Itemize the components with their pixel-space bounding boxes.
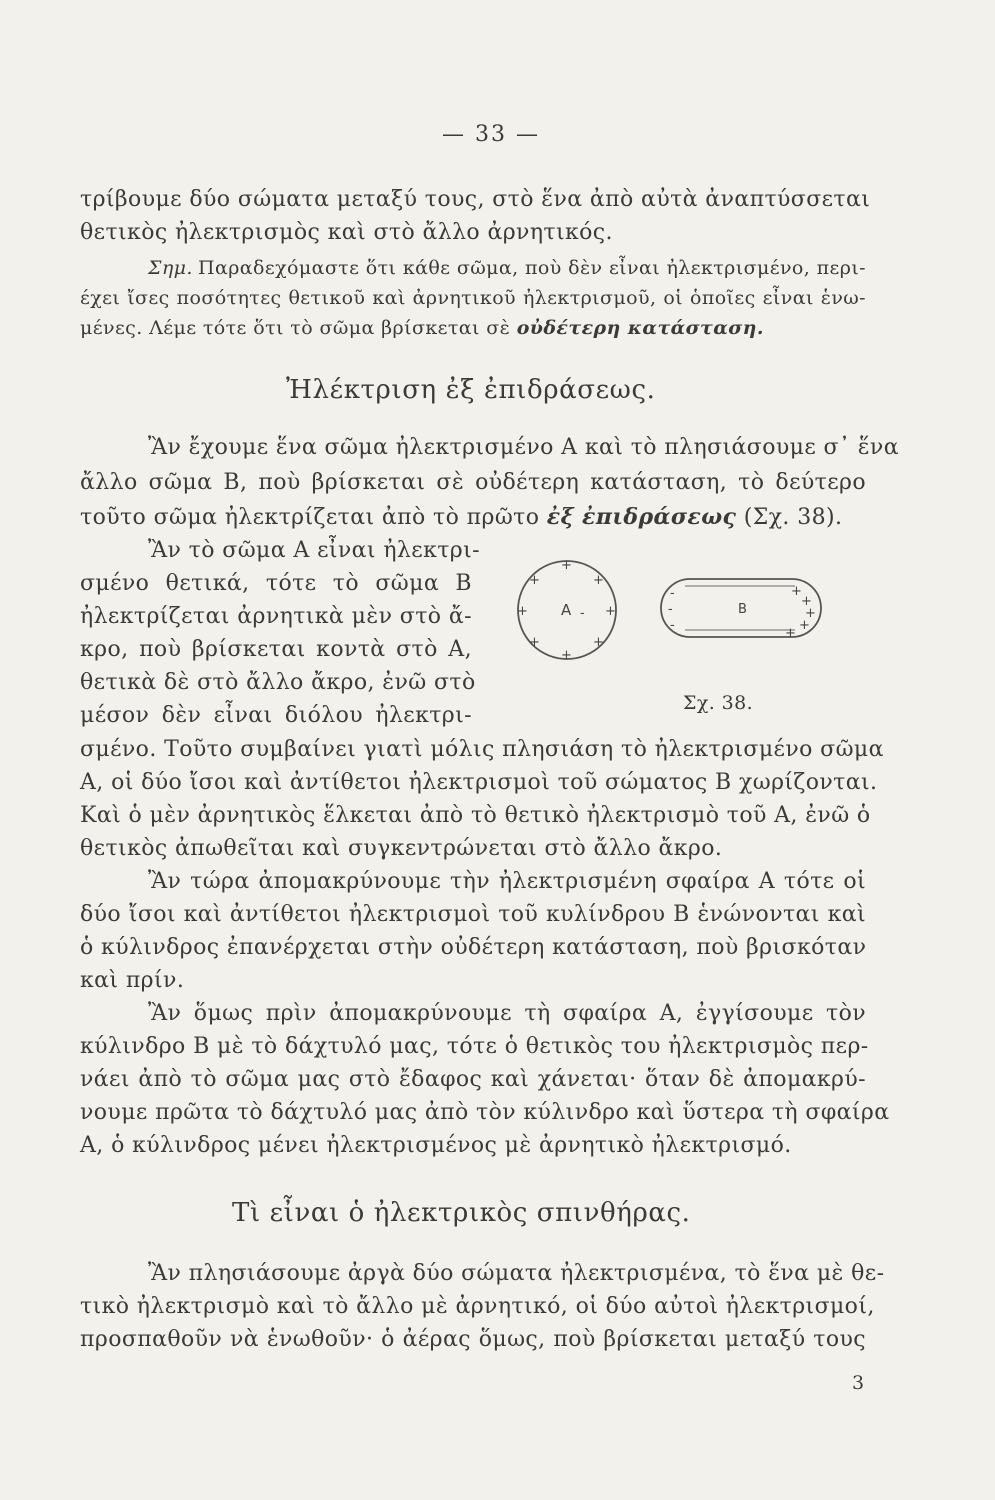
text-line-21: ὁ κύλινδρος ἐπανέρχεται στὴν οὐδέτερη κατάσταση, ποὺ βρισκόταν	[80, 935, 867, 960]
section-heading-1: Ἠλέκτριση ἐξ ἐπιδράσεως.	[286, 375, 656, 405]
cylinder-plus-5: +	[785, 626, 796, 641]
cylinder-plus-3: +	[805, 606, 816, 621]
text-line-14: μέσον δὲν εἶναι διόλου ἠλεκτρι-	[80, 703, 472, 728]
text-line-16: Α, οἱ δύο ἴσοι καὶ ἀντίθετοι ἠλεκτρισμοὶ τοῦ σώματος Β χωρίζονται.	[80, 770, 878, 795]
text-line-5	[80, 319, 764, 338]
text-line-28: Ἂν πλησιάσουμε ἀργὰ δύο σώματα ἠλεκτρισμένα, τὸ ἕνα μὲ θε-	[148, 1261, 885, 1286]
text-line-3: Παραδεχόμαστε ὅτι κάθε σῶμα, ποὺ δὲν εἶναι ἠλεκτρισμένο, περι-	[198, 257, 866, 279]
text-line-25: νάει ἀπὸ τὸ σῶμα μας στὸ ἔδαφος καὶ χάνεται· ὅταν δὲ ἀπομακρύ-	[80, 1067, 866, 1092]
text-line-19: Ἂν τώρα ἀπομακρύνουμε τὴν ἠλεκτρισμένη σφαίρα Α τότε οἱ	[148, 869, 866, 894]
cylinder-plus-1: +	[791, 584, 802, 599]
text-line-13: θετικὰ δὲ στὸ ἄλλο ἄκρο, ἐνῶ στὸ	[80, 670, 476, 695]
cylinder-plus-2: +	[801, 594, 812, 609]
text-line-26: νουμε πρῶτα τὸ δάχτυλό μας ἀπὸ τὸν κύλινδρο καὶ ὕστερα τὴ σφαίρα	[80, 1100, 890, 1125]
note-label	[148, 259, 193, 278]
text-line-23: Ἂν ὅμως πρὶν ἀπομακρύνουμε τὴ σφαίρα Α, ἐγγίσουμε τὸν	[148, 1001, 866, 1026]
text-line-8-end: (Σχ. 38).	[743, 505, 843, 530]
signature-mark: 3	[852, 1372, 865, 1394]
text-line-24: κύλινδρο Β μὲ τὸ δάχτυλό μας, τότε ὁ θετικὸς του ἠλεκτρισμὸς περ-	[80, 1034, 869, 1059]
text-line-8-start: τοῦτο σῶμα ἠλεκτρίζεται ἀπὸ τὸ πρῶτο	[80, 505, 540, 530]
text-line-2: θετικὸς ἠλεκτρισμὸς καὶ στὸ ἄλλο ἀρνητικός.	[80, 220, 613, 245]
sphere-plus-top-left: +	[529, 573, 540, 588]
text-line-5-start: μένες. Λέμε τότε ὅτι τὸ σῶμα βρίσκεται σὲ	[80, 317, 511, 339]
text-line-30: προσπαθοῦν νὰ ἑνωθοῦν· ὁ ἀέρας ὅμως, ποὺ βρίσκεται μεταξύ τους	[80, 1327, 866, 1352]
page-number: — 33 —	[442, 122, 540, 147]
cylinder-minus-2: -	[668, 602, 673, 617]
text-line-8-emphasis: ἐξ ἐπιδράσεως	[546, 504, 737, 530]
sphere-mark-minus: -	[580, 606, 585, 621]
sphere-plus-top-right: +	[593, 573, 604, 588]
text-line-27: Α, ὁ κύλινδρος μένει ἠλεκτρισμένος μὲ ἀρνητικὸ ἠλεκτρισμό.	[80, 1133, 792, 1158]
sphere-plus-bottom-left: +	[529, 635, 540, 650]
text-line-18: θετικὸς ἀπωθεῖται καὶ συγκεντρώνεται στὸ ἄλλο ἄκρο.	[80, 836, 723, 861]
sphere-plus-right: +	[605, 604, 616, 619]
text-line-15: σμένο. Τοῦτο συμβαίνει γιατὶ μόλις πλησιάση τὸ ἠλεκτρισμένο σῶμα	[80, 737, 884, 762]
sphere-plus-bottom-right: +	[593, 635, 604, 650]
text-line-9: Ἂν τὸ σῶμα Α εἶναι ἠλεκτρι-	[148, 538, 480, 563]
text-line-11: ἠλεκτρίζεται ἀρνητικὰ μὲν στὸ ἄ-	[80, 604, 472, 629]
text-line-22: καὶ πρίν.	[80, 968, 185, 993]
cylinder-plus-4: +	[799, 618, 810, 633]
text-line-7: ἄλλο σῶμα Β, ποὺ βρίσκεται σὲ οὐδέτερη κατάσταση, τὸ δεύτερο	[80, 470, 866, 495]
figure-38	[495, 545, 835, 725]
cylinder-minus-1: -	[670, 586, 675, 601]
text-line-29: τικὸ ἠλεκτρισμὸ καὶ τὸ ἄλλο μὲ ἀρνητικό, οἱ δύο αὐτοὶ ἠλεκτρισμοί,	[80, 1294, 875, 1319]
text-line-6: Ἂν ἔχουμε ἕνα σῶμα ἠλεκτρισμένο Α καὶ τὸ πλησιάσουμε σ᾽ ἕνα	[148, 435, 899, 460]
note-label-text: Σημ.	[148, 257, 193, 279]
sphere-label-a: Α	[561, 601, 572, 619]
figure-caption: Σχ. 38.	[683, 692, 754, 714]
sphere-plus-left: +	[517, 604, 528, 619]
text-line-12: κρο, ποὺ βρίσκεται κοντὰ στὸ Α,	[80, 637, 472, 662]
cylinder-label-b: Β	[738, 602, 747, 617]
sphere-plus-top: +	[561, 558, 572, 573]
text-line-10: σμένο θετικά, τότε τὸ σῶμα Β	[80, 571, 472, 596]
text-line-5-emphasis: οὐδέτερη κατάσταση.	[516, 317, 764, 339]
text-line-1: τρίβουμε δύο σώματα μεταξύ τους, στὸ ἕνα ἀπὸ αὐτὰ ἀναπτύσσεται	[80, 187, 871, 212]
section-heading-2: Τὶ εἶναι ὁ ἠλεκτρικὸς σπινθήρας.	[232, 1198, 691, 1228]
cylinder-minus-3: -	[670, 618, 675, 633]
text-line-20: δύο ἴσοι καὶ ἀντίθετοι ἠλεκτρισμοὶ τοῦ κυλίνδρου Β ἑνώνονται καὶ	[80, 902, 866, 927]
text-line-4: έχει ἴσες ποσότητες θετικοῦ καὶ ἀρνητικοῦ ἠλεκτρισμοῦ, οἱ ὁποῖες εἶναι ἑνω-	[80, 287, 866, 309]
text-line-8	[80, 506, 842, 529]
sphere-plus-bottom: +	[561, 648, 572, 663]
text-line-17: Καὶ ὁ μὲν ἀρνητικὸς ἕλκεται ἀπὸ τὸ θετικὸ ἠλεκτρισμὸ τοῦ Α, ἐνῶ ὁ	[80, 803, 871, 828]
